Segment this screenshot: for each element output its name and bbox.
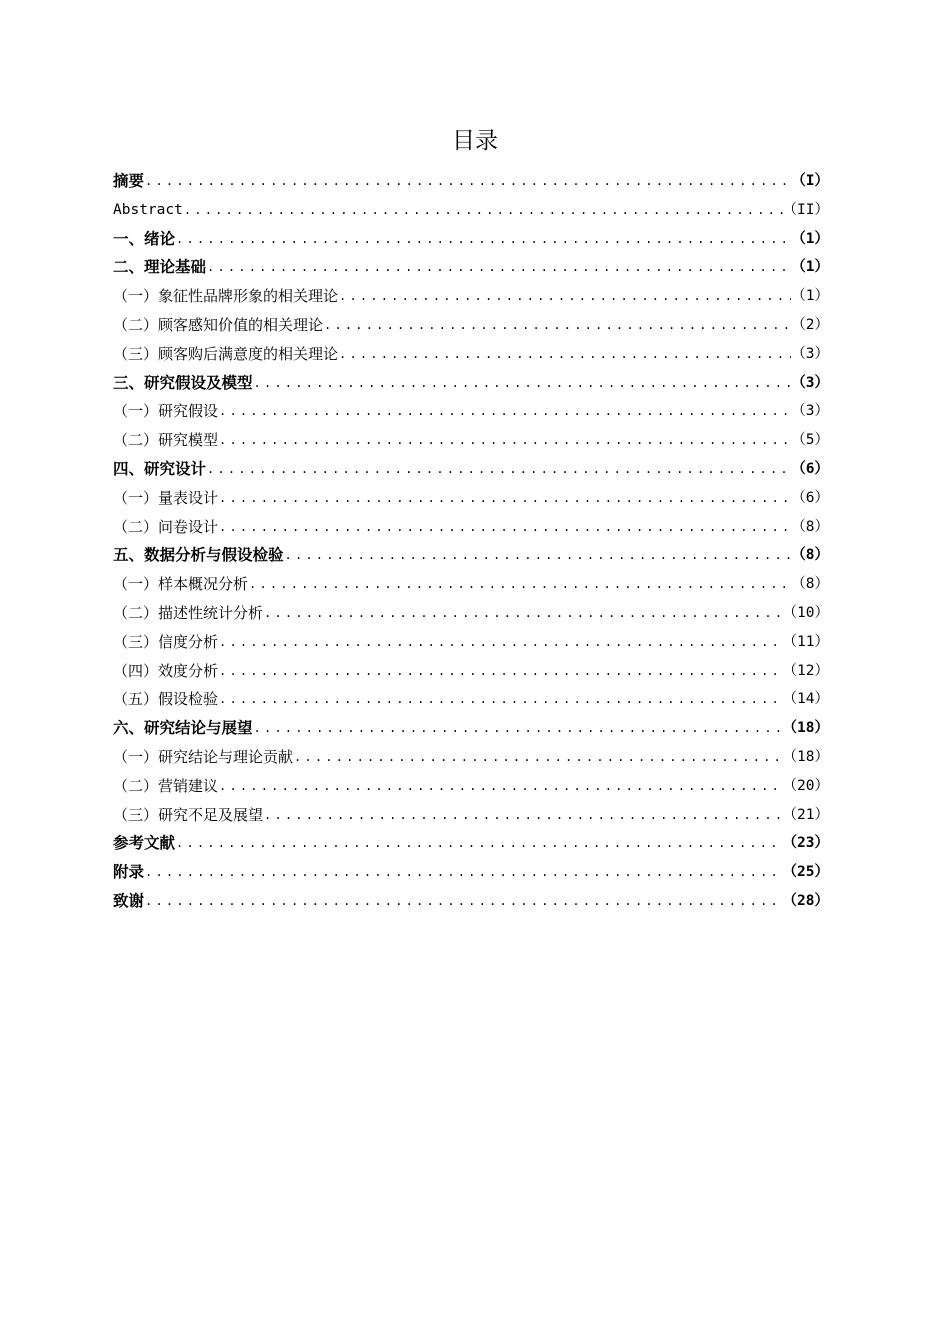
toc-dot-leader xyxy=(218,772,783,801)
toc-dot-leader xyxy=(284,541,792,570)
toc-entry-page-number: （28） xyxy=(782,892,829,909)
toc-dot-leader xyxy=(183,196,783,225)
toc-dot-leader xyxy=(218,628,783,657)
toc-entry[interactable] xyxy=(113,772,829,801)
toc-entry[interactable] xyxy=(113,599,829,628)
toc-entry-label: （二）研究模型 xyxy=(113,431,219,450)
toc-entry[interactable] xyxy=(113,887,829,916)
toc-entry-label: （三）信度分析 xyxy=(113,632,219,651)
toc-dot-leader xyxy=(218,657,783,686)
toc-dot-leader xyxy=(253,369,792,398)
toc-dot-leader xyxy=(338,282,791,311)
toc-entry-label: （二）营销建议 xyxy=(113,776,219,795)
toc-entry-page-number: （10） xyxy=(782,604,829,621)
toc-entry-page-number: （8） xyxy=(791,547,829,564)
toc-entry-label: （四）效度分析 xyxy=(113,661,219,680)
toc-entry[interactable] xyxy=(113,311,829,340)
toc-entry-page-number: （20） xyxy=(782,777,829,794)
toc-entry-label: （一）象征性品牌形象的相关理论 xyxy=(113,287,339,306)
toc-dot-leader xyxy=(218,685,783,714)
toc-entry-page-number: （11） xyxy=(782,633,829,650)
toc-entry-label: （二）顾客感知价值的相关理论 xyxy=(113,315,324,334)
toc-dot-leader xyxy=(323,311,791,340)
toc-entry-label: 致谢 xyxy=(113,891,145,910)
toc-entry-page-number: （II） xyxy=(782,201,829,218)
toc-entry[interactable] xyxy=(113,657,829,686)
toc-dot-leader xyxy=(338,340,791,369)
toc-entry-page-number: （3） xyxy=(791,374,829,391)
toc-dot-leader xyxy=(144,858,783,887)
toc-entry-page-number: （18） xyxy=(782,748,829,765)
toc-entry-page-number: （3） xyxy=(791,403,829,420)
toc-dot-leader xyxy=(263,801,783,830)
toc-entry-label: （三）研究不足及展望 xyxy=(113,805,264,824)
toc-entry-label: 三、研究假设及模型 xyxy=(113,373,253,392)
toc-entry-page-number: （6） xyxy=(791,460,829,477)
toc-dot-leader xyxy=(144,887,783,916)
toc-entry-page-number: （14） xyxy=(782,691,829,708)
toc-entry-page-number: （I） xyxy=(791,173,829,189)
toc-entry[interactable] xyxy=(113,858,829,887)
toc-title: 目录 xyxy=(452,128,498,154)
toc-entry[interactable] xyxy=(113,829,829,858)
toc-entry-label: 一、绪论 xyxy=(113,229,176,248)
toc-entry-label: （五）假设检验 xyxy=(113,690,219,709)
toc-entry[interactable] xyxy=(113,397,829,426)
toc-dot-leader xyxy=(218,484,791,513)
toc-entry[interactable] xyxy=(113,340,829,369)
toc-dot-leader xyxy=(293,743,783,772)
toc-entry-label: 摘要 xyxy=(113,172,145,190)
toc-entry-page-number: （8） xyxy=(791,518,829,535)
toc-dot-leader xyxy=(206,455,791,484)
toc-entry[interactable] xyxy=(113,570,829,599)
toc-entry-page-number: （8） xyxy=(791,576,829,593)
toc-dot-leader xyxy=(218,397,791,426)
toc-entry-label: 附录 xyxy=(113,863,145,882)
toc-entry-page-number: （1） xyxy=(791,230,829,247)
toc-entry[interactable] xyxy=(113,628,829,657)
toc-entry[interactable] xyxy=(113,484,829,513)
toc-entry-page-number: （25） xyxy=(782,864,829,881)
toc-dot-leader xyxy=(175,225,791,254)
toc-entry-label: Abstract xyxy=(113,201,183,218)
toc-entry[interactable] xyxy=(113,426,829,455)
toc-entry-label: 五、数据分析与假设检验 xyxy=(113,546,284,565)
toc-entry[interactable] xyxy=(113,801,829,830)
toc-entry-label: （一）量表设计 xyxy=(113,488,219,507)
toc-entry-label: （一）研究结论与理论贡献 xyxy=(113,747,294,766)
toc-dot-leader xyxy=(263,599,783,628)
toc-entry-page-number: （1） xyxy=(791,288,829,305)
toc-entry-page-number: （23） xyxy=(782,835,829,852)
toc-entry[interactable] xyxy=(113,225,829,254)
toc-entry[interactable] xyxy=(113,369,829,398)
toc-entry-label: 四、研究设计 xyxy=(113,459,207,478)
toc-dot-leader xyxy=(175,829,783,858)
toc-entry[interactable] xyxy=(113,714,829,743)
toc-entry[interactable] xyxy=(113,455,829,484)
toc-entry[interactable] xyxy=(113,513,829,542)
toc-entry[interactable] xyxy=(113,196,829,225)
toc-entry-page-number: （21） xyxy=(782,806,829,823)
toc-entry[interactable] xyxy=(113,253,829,282)
toc-entry[interactable] xyxy=(113,685,829,714)
toc-entry-page-number: （3） xyxy=(791,345,829,362)
toc-list xyxy=(113,167,829,916)
toc-dot-leader xyxy=(218,426,791,455)
toc-dot-leader xyxy=(218,513,791,542)
toc-entry-label: （一）样本概况分析 xyxy=(113,575,249,594)
toc-entry[interactable] xyxy=(113,743,829,772)
toc-entry[interactable] xyxy=(113,282,829,311)
toc-entry-label: （二）描述性统计分析 xyxy=(113,603,264,622)
toc-entry-label: （一）研究假设 xyxy=(113,402,219,421)
toc-dot-leader xyxy=(248,570,791,599)
toc-entry-label: （三）顾客购后满意度的相关理论 xyxy=(113,344,339,363)
toc-entry-page-number: （12） xyxy=(782,662,829,679)
toc-entry-page-number: （6） xyxy=(791,489,829,506)
toc-entry[interactable] xyxy=(113,167,829,196)
toc-entry-label: 参考文献 xyxy=(113,834,176,853)
toc-entry-page-number: （5） xyxy=(791,432,829,449)
toc-entry-label: 二、理论基础 xyxy=(113,258,207,277)
toc-entry-page-number: （1） xyxy=(791,259,829,276)
toc-dot-leader xyxy=(206,253,791,282)
toc-entry-page-number: （2） xyxy=(791,316,829,333)
toc-entry[interactable] xyxy=(113,541,829,570)
toc-entry-label: 六、研究结论与展望 xyxy=(113,719,253,738)
toc-dot-leader xyxy=(144,167,791,196)
toc-entry-label: （二）问卷设计 xyxy=(113,517,219,536)
toc-dot-leader xyxy=(253,714,783,743)
toc-entry-page-number: （18） xyxy=(782,720,829,737)
